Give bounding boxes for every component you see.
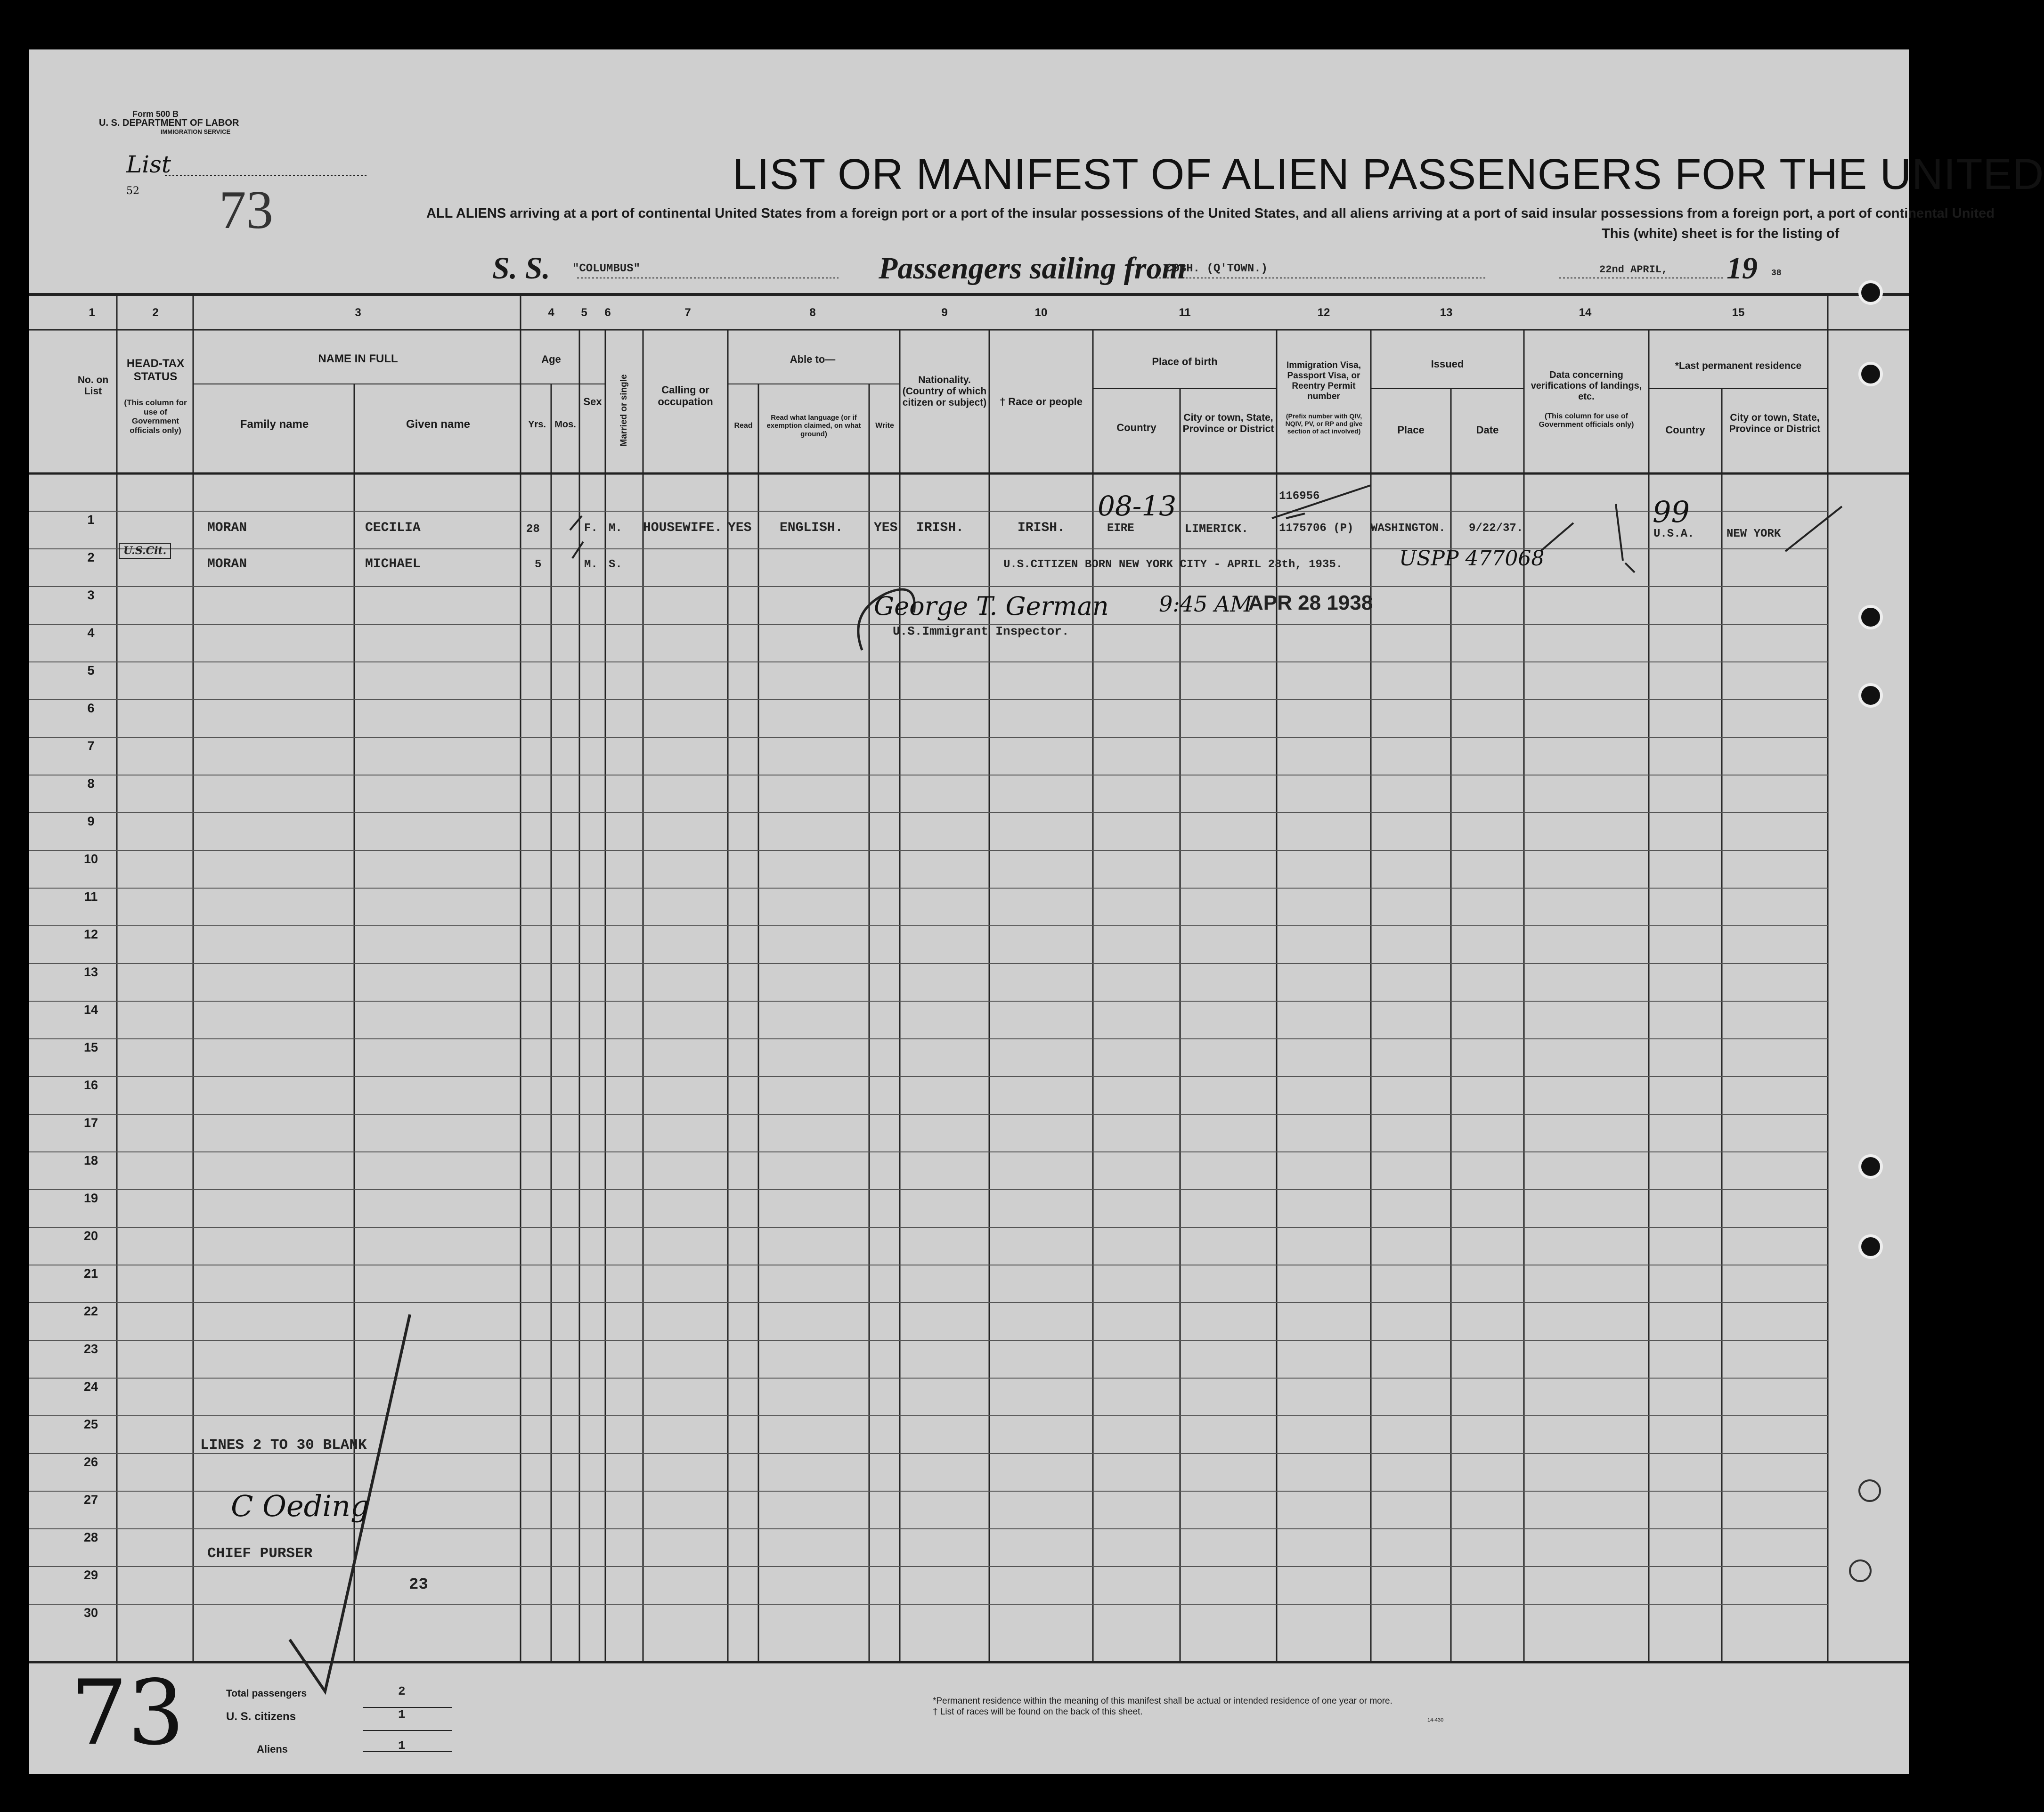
colnum: 11 — [1179, 306, 1191, 319]
colnum: 14 — [1579, 306, 1592, 319]
ship-name: "COLUMBUS" — [572, 262, 641, 275]
service: IMMIGRATION SERVICE — [160, 128, 231, 135]
aliens-label: Aliens — [257, 1743, 288, 1755]
given-name: CECILIA — [365, 521, 421, 535]
row-number: 6 — [87, 701, 95, 715]
year-suffix: 38 — [1771, 269, 1782, 278]
header-visa: Immigration Visa, Passport Visa, or Reentry Permit number — [1286, 360, 1361, 401]
binder-hole — [1858, 280, 1883, 305]
header-head-tax-note: (This column for use of Government officials only) — [124, 398, 187, 435]
header-head-tax: HEAD-TAX STATUS — [126, 357, 185, 383]
binder-hole — [1858, 1154, 1883, 1179]
intro-text-2: This (white) sheet is for the listing of — [1602, 226, 1840, 241]
colnum: 13 — [1440, 306, 1453, 319]
row-number: 17 — [83, 1116, 98, 1130]
department: U. S. DEPARTMENT OF LABOR — [99, 118, 239, 128]
header-given-name: Given name — [406, 418, 471, 431]
age-years: 5 — [535, 558, 542, 571]
read-language: ENGLISH. — [780, 521, 843, 535]
row-number: 19 — [83, 1191, 98, 1205]
citizens-label: U. S. citizens — [226, 1710, 296, 1723]
ss-label: S. S. — [492, 251, 550, 286]
citizen-note: U.S.CITIZEN BORN NEW YORK CITY - APRIL 28th, 1935. — [1003, 558, 1343, 571]
total-passengers-value: 2 — [398, 1684, 406, 1698]
row-number: 26 — [83, 1455, 98, 1469]
header-issued-date: Date — [1476, 424, 1499, 436]
row-number: 24 — [83, 1379, 98, 1394]
head-tax-stamp: U.S.Cit. — [119, 543, 171, 559]
birth-code: 08-13 — [1098, 490, 1177, 522]
date-stamp: APR 28 1938 — [1248, 591, 1373, 614]
lines-blank-note: LINES 2 TO 30 BLANK — [200, 1437, 367, 1453]
header-able-to: Able to— — [790, 353, 836, 365]
purser-signature: C Oeding — [231, 1489, 369, 1523]
binder-hole — [1858, 362, 1883, 386]
row-number: 25 — [83, 1417, 98, 1431]
form-number: Form 500 B — [132, 109, 179, 119]
list-number-bottom: 73 — [71, 1661, 185, 1765]
header-birth-city: City or town, State, Province or District — [1182, 412, 1274, 435]
header-issued-place: Place — [1397, 424, 1425, 436]
row-number: 5 — [87, 663, 95, 677]
header-married-single: Married or single — [619, 374, 629, 447]
row-number: 2 — [87, 550, 95, 564]
row-number: 15 — [83, 1040, 98, 1054]
purser-title: CHIEF PURSER — [207, 1545, 313, 1562]
row-number: 20 — [83, 1229, 98, 1243]
nationality: IRISH. — [916, 521, 964, 535]
family-name: MORAN — [207, 521, 247, 535]
header-yrs: Yrs. — [528, 419, 546, 430]
birth-city: LIMERICK. — [1185, 522, 1249, 536]
issued-date: 9/22/37. — [1469, 522, 1523, 535]
row-number: 1 — [87, 513, 95, 527]
header-res-city: City or town, State, Province or District — [1729, 412, 1821, 435]
colnum: 1 — [89, 306, 95, 319]
header-write: Write — [875, 422, 894, 430]
header-sex: Sex — [583, 396, 602, 408]
header-family-name: Family name — [240, 418, 309, 431]
header-visa-note: (Prefix number with QIV, NQIV, PV, or RP and give section of act involved) — [1285, 412, 1363, 435]
list-label: List — [126, 151, 171, 178]
binder-hole — [1858, 683, 1883, 708]
sailing-label: Passengers sailing from — [879, 251, 1186, 286]
occupation: HOUSEWIFE. — [643, 521, 723, 535]
header-nationality: Nationality. (Country of which citizen or subject) — [902, 375, 987, 408]
binder-hole — [1858, 1479, 1881, 1502]
header-name-in-full: NAME IN FULL — [318, 352, 398, 365]
residence-city: NEW YORK — [1726, 528, 1781, 540]
family-name: MORAN — [207, 557, 247, 571]
binder-hole — [1849, 1559, 1872, 1582]
year-label: 19 — [1726, 251, 1758, 286]
colnum: 2 — [152, 306, 159, 319]
colnum: 6 — [604, 306, 611, 319]
row-number: 12 — [83, 927, 98, 941]
header-age: Age — [541, 353, 561, 365]
row-number: 30 — [83, 1606, 98, 1620]
colnum: 7 — [684, 306, 691, 319]
marital-status: M. — [609, 522, 622, 535]
colnum: 8 — [809, 306, 816, 319]
footnote-races: † List of races will be found on the back of this sheet. — [933, 1707, 1143, 1717]
header-race: † Race or people — [999, 396, 1083, 408]
binder-hole — [1858, 1234, 1883, 1259]
colnum: 12 — [1317, 306, 1330, 319]
row-number: 16 — [83, 1078, 98, 1092]
total-passengers-label: Total passengers — [226, 1688, 307, 1699]
row-number: 27 — [83, 1493, 98, 1507]
header-landings-note: (This column for use of Government officials only) — [1539, 412, 1634, 429]
list-number: 73 — [219, 180, 273, 240]
colnum: 9 — [941, 306, 948, 319]
race: IRISH. — [1018, 521, 1065, 535]
time-stamp: 9:45 AM — [1159, 591, 1253, 617]
header-birth-country: Country — [1116, 422, 1156, 433]
sailing-date: 22nd APRIL, — [1599, 264, 1668, 276]
row-number: 8 — [87, 776, 95, 791]
colnum: 3 — [355, 306, 361, 319]
row-number: 23 — [83, 1342, 98, 1356]
residence-country: U.S.A. — [1653, 528, 1694, 540]
row-number: 29 — [83, 1568, 98, 1582]
uspp-note: USPP 477068 — [1399, 547, 1545, 571]
can-write: YES — [874, 521, 898, 535]
visa-number-top: 116956 — [1279, 490, 1320, 503]
sex: F. — [584, 522, 598, 535]
issued-place: WASHINGTON. — [1371, 522, 1446, 535]
colnum: 4 — [548, 306, 554, 319]
can-read: YES — [728, 521, 752, 535]
page-count: 23 — [409, 1576, 428, 1594]
row-number: 22 — [83, 1304, 98, 1318]
row-number: 10 — [83, 852, 98, 866]
intro-text: ALL ALIENS arriving at a port of continental United States from a foreign port or a port of the insular possessions of the United States, and all aliens arriving at a port of said insular possessions from a foreign port, a port of continental United — [426, 206, 1995, 221]
binder-hole — [1858, 605, 1883, 629]
row-number: 18 — [83, 1153, 98, 1167]
row-number: 3 — [87, 588, 95, 602]
colnum: 10 — [1034, 306, 1048, 319]
colnum: 5 — [581, 306, 587, 319]
port-of-departure: COBH. (Q'TOWN.) — [1166, 262, 1268, 275]
page-title: LIST OR MANIFEST OF ALIEN PASSENGERS FOR THE UNITED — [733, 150, 2044, 198]
header-landings: Data concerning verifications of landings, etc. — [1531, 370, 1642, 402]
residence-code: 99 — [1653, 495, 1690, 529]
print-code: 14-430 — [1427, 1717, 1444, 1723]
header-calling: Calling or occupation — [658, 384, 713, 408]
row-number: 4 — [87, 626, 95, 640]
header-read: Read — [734, 422, 753, 430]
citizens-value: 1 — [398, 1707, 406, 1722]
footnote-residence: *Permanent residence within the meaning of this manifest shall be actual or intended residence of one year or more. — [933, 1696, 1393, 1706]
visa-number: 1175706 (P) — [1279, 522, 1354, 535]
header-res-country: Country — [1665, 424, 1705, 436]
row-number: 7 — [87, 739, 95, 753]
row-number: 28 — [83, 1530, 98, 1544]
row-number: 14 — [83, 1003, 98, 1017]
inspector-title: U.S.Immigrant Inspector. — [893, 624, 1069, 638]
age-years: 28 — [526, 523, 540, 536]
aliens-value: 1 — [398, 1739, 406, 1753]
row-number: 21 — [83, 1266, 98, 1281]
list-prefix: 52 — [126, 185, 139, 197]
header-read-language: Read what language (or if exemption claimed, on what ground) — [766, 414, 861, 438]
header-place-of-birth: Place of birth — [1152, 356, 1218, 367]
row-number: 13 — [83, 965, 98, 979]
inspector-signature: George T. German — [874, 591, 1109, 621]
row-number: 11 — [84, 890, 98, 904]
colnum: 15 — [1732, 306, 1745, 319]
row-number: 9 — [87, 814, 95, 828]
sex: M. — [584, 558, 598, 571]
birth-country: EIRE — [1107, 522, 1134, 535]
given-name: MICHAEL — [365, 557, 421, 571]
header-mos: Mos. — [554, 419, 576, 430]
header-last-residence: *Last permanent residence — [1675, 360, 1802, 371]
header-no-on-list: No. on List — [77, 375, 109, 397]
header-issued: Issued — [1431, 358, 1464, 370]
marital-status: S. — [609, 558, 622, 571]
